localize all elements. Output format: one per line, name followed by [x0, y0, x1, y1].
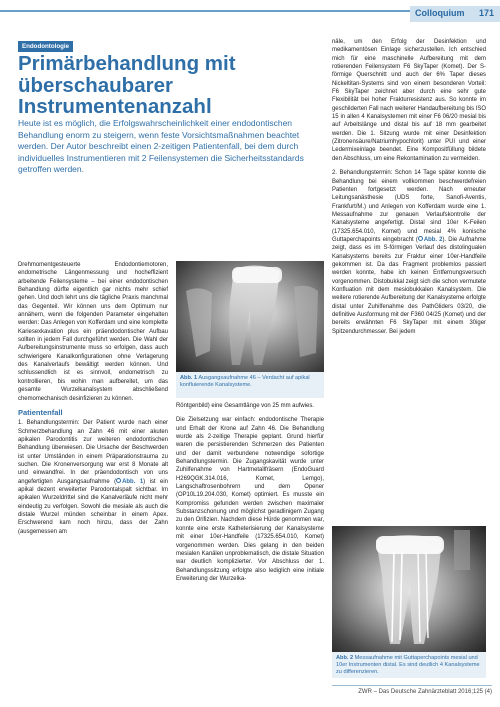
patient-text-a: 1. Behandlungstermin: Der Patient wurde nach einer Schmerzbehandlung an Zahn 46 mit einer akuten apikalen Parodontitis zur weiteren endodontischen Behandlung überwiesen. Die Ursache der Beschwerden ist unter Umständen in einem Präparationstrauma zu suchen. Die Kronenversorgung war erst 8 Monate alt und einwandfrei. In der präendodontisch von uns angefertigten Ausgangsaufnahme ( — [18, 420, 168, 485]
right-column — [332, 38, 486, 336]
figure-2-caption — [332, 652, 486, 678]
footer-rule — [332, 685, 492, 686]
right-paragraph-a: näle, um den Erfolg der Desinfektion und medikamentösen Einlage sicherzustellen. Ich entschied mich für eine maschinelle Aufbereitung mit dem rotierenden Feilensystem F6 SkyTaper (Komet). Der S-förmige Querschnitt und auch der 6% Taper dieses Nickeltitan-Systems sind von einem besonderen Vorteil: F6 SkyTaper zeichnet aber durch eine sehr gute Flexibilität bei hoher Frakturresistenz aus. So konnte im geschilderten Fall nach weiterer Handaufbereitung bis ISO 15 in allen 4 Kanalsystemen mit einer F6 06/20 mesial bis auf Arbeitslänge und distal bis auf 18 mm gearbeitet werden. Die 1. Sitzung wurde mit einer Desinfektion (Zitronensäure/Natriumhypochlorit) unter PUI und einer Ledermixeinlage beendet. Eine Kompositfüllung bildete den Abschluss, um eine Rekontamination zu vermeiden. — [332, 39, 486, 162]
intro-paragraph: Drehmomentgesteuerte Endodontiemotoren, endometrische Längenmessung und hocheffizient arbeitende Feilensysteme – bei einer endodontischen Behandlung dürfte eigentlich gar nichts mehr schief gehen. Und doch lehrt uns die tägliche Praxis manchmal das Gegenteil. Wir können uns dem Optimum nur annähern, wenn die folgenden Parameter eingehalten werden: Das Anlegen von Kofferdam und eine komplette Kariesexkavation plus ein präendodontischer Aufbau sollten in jedem Fall durchgeführt werden. Die Wahl der Aufbereitungsinstrumente muss so erfolgen, dass auch schwierigere Kanalkonfigurationen ohne Verlagerung des Kanalverlaufs bewältigt werden können. Und schlussendlich ist es sinnvoll, endometrisch zu kontrollieren, bis wohin man aufbereitet, um das gesamte Wurzelkanalsystem abschließend chemomechanisch desinfizieren zu können. — [18, 262, 168, 402]
right-text-b1: 2. Behandlungstermin: Schon 14 Tage später konnte die Behandlung bei einem vollkommen beschwerdefreien Patienten fortgesetzt werden. Nach erneuter Leitungsanästhesie (UDS forte, Sanofi-Aventis, Frankfurt/M.) und Anlegen von Kofferdam wurde eine 1. Messaufnahme zur genauen Verlaufskontrolle der Kanalsysteme angefertigt. Distal sind 10er K-Feilen (17325.654.010, Komet) und mesial 4% konische Guttaperchapoints eingebracht ( — [332, 170, 486, 243]
right-paragraph-b — [332, 169, 486, 336]
figure-ref-1[interactable] — [116, 479, 143, 485]
header-rule — [0, 10, 410, 12]
xray-illustration-2 — [332, 526, 486, 652]
figure-link-icon — [116, 478, 121, 483]
mid-paragraph-a: Röntgenbild) eine Gesamtlänge von 25 mm aufwies. — [176, 403, 314, 409]
figure-ref-1-label: Abb. 1 — [122, 478, 144, 485]
title-line: Instrumentenanzahl — [18, 95, 212, 118]
right-text-b2: ). Die Aufnahme zeigt, dass es im S-förmigen Verlauf des distolingualen Kanalsystems bereits zur Fraktur einer 10er-Handfeile gekommen ist. Da das Fragment problemlos passiert werden konnte, habe ich keinen Entfernungsversuch vorgenommen. Distobukkal zeigt sich die schon vermutete Konfluation mit dem mesiobukkalen Kanalsystem. Die weitere rotierende Aufbereitung der Kanalsysteme erfolgte distal unter Zuhilfenahme des PathGliders 03/20, die definitive Ausformung mit der F360 04/25 (Komet) und der bereits erwähnten F6 SkyTaper mit einem 30iger Spitzendurchmesser. Bei jedem — [332, 236, 487, 335]
figure-2-caption-label: Abb. 2 — [336, 655, 354, 661]
header-bar — [0, 0, 500, 30]
figure-ref-2[interactable] — [418, 237, 443, 243]
figure-1-caption-text: Ausgangsaufnahme 46 – Verdacht auf apikal konfluierende Kanalsysteme. — [180, 375, 310, 389]
header-tab — [410, 6, 500, 22]
mid-paragraph-b: Die Zielsetzung war einfach: endodontische Therapie und Erhalt der Krone auf Zahn 46. Die Behandlung wurde als 2-zeitige Therapie geplant. Grund hierfür waren die persistierenden Schmerzen des Patienten und der damit verbundene notwendige sofortige Behandlungstermin. Die Zugangskavität wurde unter Zuhilfenahme von Hartmetallfräsern (EndoGuard H269QGK.314.016, Komet, Lemgo), Langschaftrosenbohrern und dem Opener (OP10L19.204.030, Komet) optimiert. Es musste ein Kompromiss gefunden werden zwischen maximaler Substanzschonung und möglichst geradlinigem Zugang zu den Orifizien. Nachdem diese Hürde genommen war, konnte eine erste Katheterisierung der Kanalsysteme mit einer 10er-Handfeile (17325.654.010, Komet) vorgenommen werden. Dies gelang in den beiden mesialen Kanälen unproblematisch, die distale Situation war deutlich komplizierter. Vor Abschluss der 1. Behandlungssitzung erfolgte also lediglich eine initiale Erweiterung der Wurzelka- — [176, 417, 324, 582]
figure-2-caption-text: Messaufnahme mit Guttaperchapoints mesial und 10er Instrumenten distal. Es sind deutlich 4 Kanalsysteme zu differenzieren. — [336, 655, 480, 676]
title-line: überschaubarer — [18, 73, 173, 97]
middle-column — [176, 402, 324, 583]
patient-text-b: ) ist ein apikal dezent erweiterter Parodontalspalt sichtbar. Im apikalen Wurzeldrittel sind die Kanalverläufe nicht mehr eindeutig zu verfolgen. Sowohl die mesiale als auch die distale Wurzel münden scheinbar in einem Apex. Erschwerend kam noch hinzu, dass der Zahn (ausgemessen am — [18, 478, 168, 535]
figure-ref-2-label: Abb. 2 — [423, 236, 443, 243]
figure-1-caption-label: Abb. 1 — [180, 375, 198, 381]
figure-link-icon — [418, 236, 423, 241]
page-number: 171 — [478, 8, 494, 18]
page-footer: ZWR – Das Deutsche Zahnärzteblatt 2016;125 (4) — [358, 689, 492, 695]
category-label: Endodontologie — [18, 41, 73, 52]
article-title — [18, 53, 324, 118]
figure-1-caption — [176, 372, 324, 398]
article-lead: Heute ist es möglich, die Erfolgswahrscheinlichkeit einer endodontischen Behandlung enorm zu steigern, wenn feste Vorsichtsmaßnahmen beachtet werden. Der Autor beschreibt einen 2-zeitigen Patientenfall, bei dem durch individuelles Instrumentieren mit 2 Feilensystemen die Sicherheitsstandards getroffen werden. — [18, 118, 304, 175]
title-line: Primärbehandlung mit — [18, 52, 236, 75]
xray-illustration-1 — [176, 261, 324, 372]
xray-image-1 — [176, 261, 324, 372]
patient-case-heading: Patientenfall — [18, 407, 63, 417]
section-name: Colloquium — [415, 8, 465, 18]
xray-image-2 — [332, 526, 486, 652]
left-column — [18, 261, 168, 536]
patient-paragraph — [18, 419, 168, 536]
